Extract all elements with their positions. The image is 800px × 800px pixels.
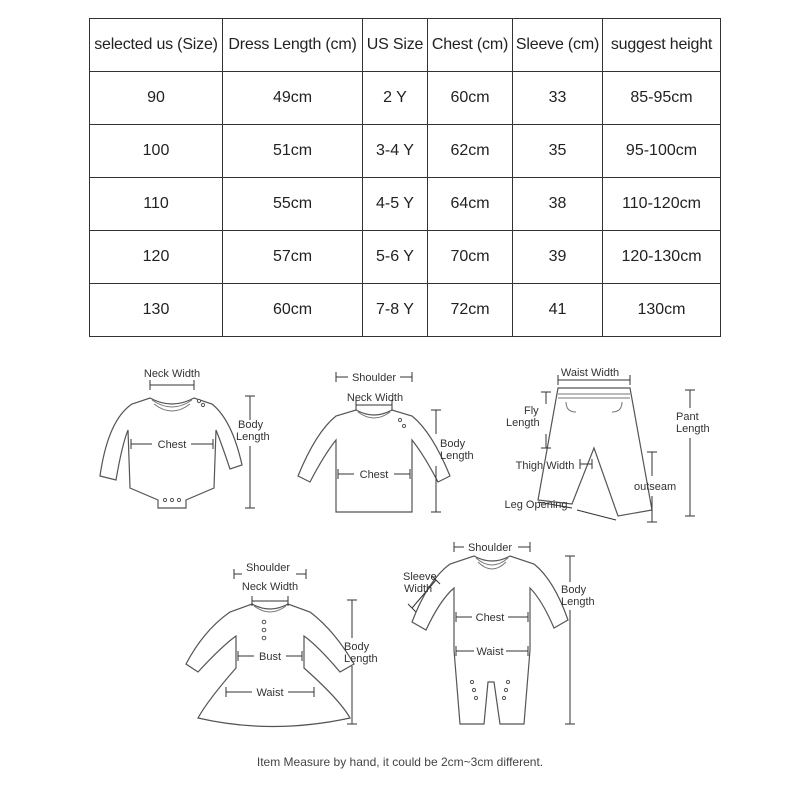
cell-suggest-height: 120-130cm	[603, 231, 721, 284]
pants-fly-length-label-1: Fly	[524, 405, 539, 417]
header-sleeve: Sleeve (cm)	[513, 19, 603, 72]
romper-waist-label: Waist	[476, 646, 504, 658]
shirt-neck-width-label: Neck Width	[346, 392, 404, 404]
shirt-chest-label: Chest	[359, 469, 389, 481]
cell-dress-length: 49cm	[223, 72, 363, 125]
pants-fly-length-label-2: Length	[506, 417, 540, 429]
cell-sleeve: 35	[513, 125, 603, 178]
cell-size: 120	[90, 231, 223, 284]
pants-pant-length-label-2: Length	[676, 423, 710, 435]
cell-sleeve: 38	[513, 178, 603, 231]
shirt-body-length-label-2: Length	[440, 450, 474, 462]
romper-body-length-label-1: Body	[561, 584, 587, 596]
romper-diagram	[398, 535, 603, 735]
cell-dress-length: 60cm	[223, 284, 363, 337]
cell-size: 100	[90, 125, 223, 178]
bodysuit-diagram	[95, 360, 285, 520]
table-row	[90, 284, 721, 337]
header-us-size: US Size	[363, 19, 428, 72]
shirt-diagram	[292, 365, 482, 525]
cell-suggest-height: 110-120cm	[603, 178, 721, 231]
cell-us-size: 5-6 Y	[363, 231, 428, 284]
dress-diagram	[180, 555, 390, 735]
header-chest: Chest (cm)	[428, 19, 513, 72]
bodysuit-outline	[100, 398, 242, 508]
cell-sleeve: 39	[513, 231, 603, 284]
shirt-body-length-label-1: Body	[440, 438, 466, 450]
romper-shoulder-label: Shoulder	[467, 542, 513, 554]
measurement-footnote: Item Measure by hand, it could be 2cm~3cm different.	[256, 755, 544, 769]
header-suggest-height: suggest height	[603, 19, 721, 72]
bodysuit-body-length-label-2: Length	[236, 431, 270, 443]
header-selected-size: selected us (Size)	[90, 19, 223, 72]
cell-us-size: 7-8 Y	[363, 284, 428, 337]
cell-us-size: 2 Y	[363, 72, 428, 125]
pants-leg-opening-label: Leg Opening	[504, 499, 568, 511]
table-row	[90, 72, 721, 125]
cell-chest: 70cm	[428, 231, 513, 284]
pants-outseam-label: outseam	[634, 481, 677, 493]
table-row	[90, 178, 721, 231]
dress-bust-label: Bust	[258, 651, 282, 663]
bodysuit-body-length-label-1: Body	[238, 419, 264, 431]
cell-dress-length: 55cm	[223, 178, 363, 231]
cell-size: 130	[90, 284, 223, 337]
dress-body-length-label-1: Body	[344, 641, 370, 653]
table-row	[90, 231, 721, 284]
cell-chest: 64cm	[428, 178, 513, 231]
cell-sleeve: 41	[513, 284, 603, 337]
dress-waist-label: Waist	[256, 687, 284, 699]
cell-chest: 62cm	[428, 125, 513, 178]
pants-pant-length-label-1: Pant	[676, 411, 699, 423]
cell-suggest-height: 130cm	[603, 284, 721, 337]
bodysuit-chest-label: Chest	[157, 439, 187, 451]
table-row	[90, 125, 721, 178]
table-header-row	[90, 19, 721, 72]
pants-diagram	[500, 362, 710, 527]
dress-shoulder-label: Shoulder	[245, 562, 291, 574]
cell-sleeve: 33	[513, 72, 603, 125]
cell-size: 110	[90, 178, 223, 231]
dress-body-length-label-2: Length	[344, 653, 378, 665]
romper-sleeve-width-label-2: Width	[404, 583, 433, 595]
bodysuit-neck-width-label: Neck Width	[143, 368, 201, 380]
shirt-shoulder-label: Shoulder	[351, 372, 397, 384]
shirt-outline	[298, 410, 450, 512]
cell-chest: 72cm	[428, 284, 513, 337]
romper-chest-label: Chest	[475, 612, 505, 624]
cell-us-size: 4-5 Y	[363, 178, 428, 231]
pants-thigh-width-label: Thigh Width	[515, 460, 575, 472]
romper-sleeve-width-label-1: Sleeve	[403, 571, 437, 583]
header-dress-length: Dress Length (cm)	[223, 19, 363, 72]
cell-suggest-height: 85-95cm	[603, 72, 721, 125]
cell-chest: 60cm	[428, 72, 513, 125]
cell-suggest-height: 95-100cm	[603, 125, 721, 178]
cell-us-size: 3-4 Y	[363, 125, 428, 178]
size-table	[89, 18, 721, 337]
dress-outline	[186, 604, 354, 727]
cell-size: 90	[90, 72, 223, 125]
cell-dress-length: 57cm	[223, 231, 363, 284]
cell-dress-length: 51cm	[223, 125, 363, 178]
pants-outline	[538, 388, 652, 516]
dress-neck-width-label: Neck Width	[241, 581, 299, 593]
pants-waist-width-label: Waist Width	[560, 367, 620, 379]
romper-body-length-label-2: Length	[561, 596, 595, 608]
